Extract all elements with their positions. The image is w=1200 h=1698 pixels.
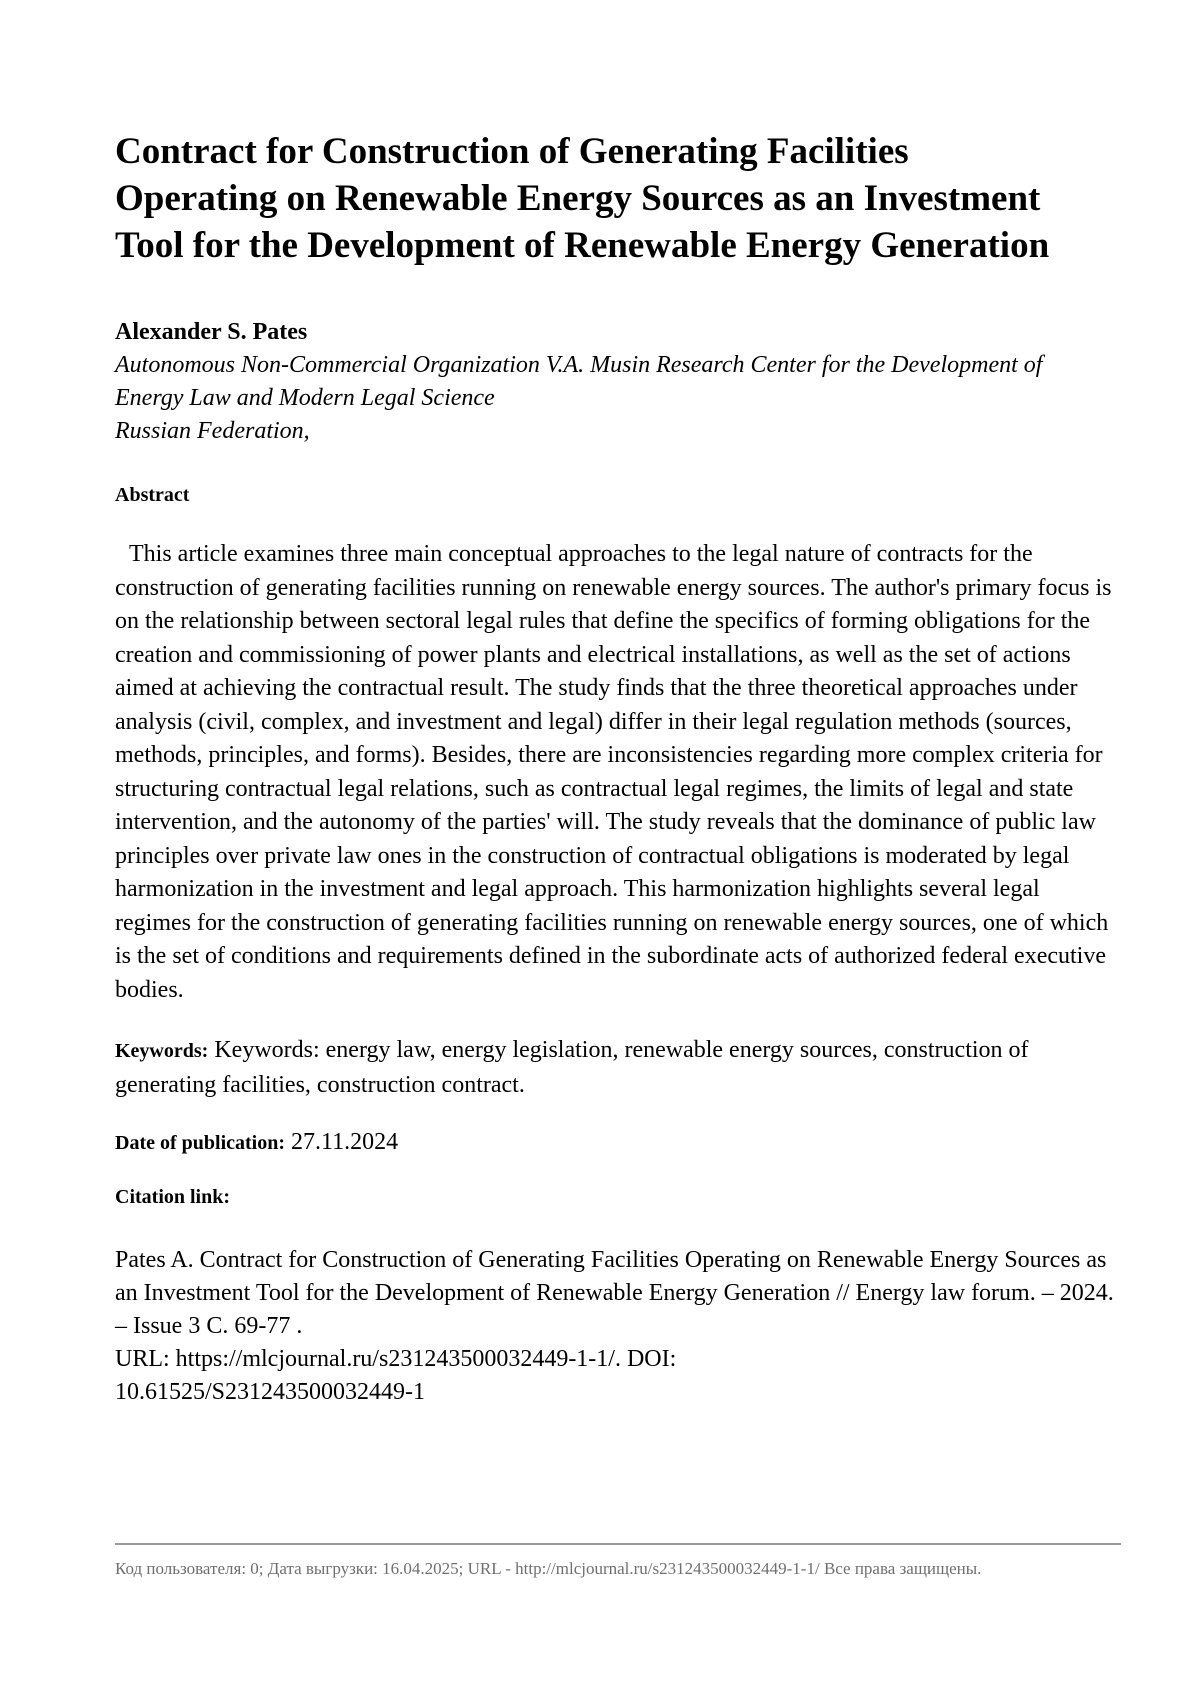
- citation-heading: Citation link:: [115, 1183, 1120, 1211]
- footer-note: Код пользователя: 0; Дата выгрузки: 16.04.2025; URL - http://mlcjournal.ru/s231243500032449-1-1/ Все права защищены.: [115, 1556, 1075, 1581]
- keywords-label: Keywords:: [115, 1040, 208, 1062]
- publication-date-label: Date of publication:: [115, 1132, 285, 1154]
- article-title: Contract for Construction of Generating Facilities Operating on Renewable Energy Sources as an Investment Tool for the Development of Renewable Energy Generation: [115, 128, 1075, 269]
- citation-reference: Pates A. Contract for Construction of Generating Facilities Operating on Renewable Energy Sources as an Investment Tool for the Development of Renewable Energy Generation // Energy law forum. – 2024. – Issue 3 C. 69-77 .: [115, 1244, 1115, 1343]
- abstract-text: This article examines three main conceptual approaches to the legal nature of contracts for the construction of generating facilities running on renewable energy sources. The author's primary focus is on the relationship between sectoral legal rules that define the specifics of forming obligations for the creation and commissioning of power plants and electrical installations, as well as the set of actions aimed at achieving the contractual result. The study finds that the three theoretical approaches under analysis (civil, complex, and investment and legal) differ in their legal regulation methods (sources, methods, principles, and forms). Besides, there are inconsistencies regarding more complex criteria for structuring contractual legal relations, such as contractual legal regimes, the limits of legal and state intervention, and the autonomy of the parties' will. The study reveals that the dominance of public law principles over private law ones in the construction of contractual obligations is moderated by legal harmonization in the investment and legal approach. This harmonization highlights several legal regimes for the construction of generating facilities running on renewable energy sources, one of which is the set of conditions and requirements defined in the subordinate acts of authorized federal executive bodies.: [115, 538, 1120, 1007]
- citation-doi: 10.61525/S231243500032449-1: [115, 1376, 1115, 1409]
- article-page: [115, 128, 1120, 1409]
- publication-date-section: [115, 1126, 1120, 1159]
- author-name: Alexander S. Pates: [115, 316, 1120, 349]
- citation-block: [115, 1244, 1115, 1409]
- author-block: [115, 316, 1120, 448]
- keywords-text: Keywords: energy law, energy legislation, renewable energy sources, construction of generating facilities, construction contract.: [115, 1037, 1029, 1098]
- author-country: Russian Federation,: [115, 415, 1075, 448]
- keywords-section: [115, 1033, 1095, 1102]
- publication-date-value: 27.11.2024: [291, 1129, 398, 1155]
- abstract-heading: Abstract: [115, 481, 1120, 509]
- citation-url: URL: https://mlcjournal.ru/s231243500032449-1-1/. DOI:: [115, 1343, 1115, 1376]
- footer-divider: [115, 1543, 1121, 1545]
- author-affiliation: Autonomous Non-Commercial Organization V.A. Musin Research Center for the Development of Energy Law and Modern Legal Science: [115, 349, 1075, 415]
